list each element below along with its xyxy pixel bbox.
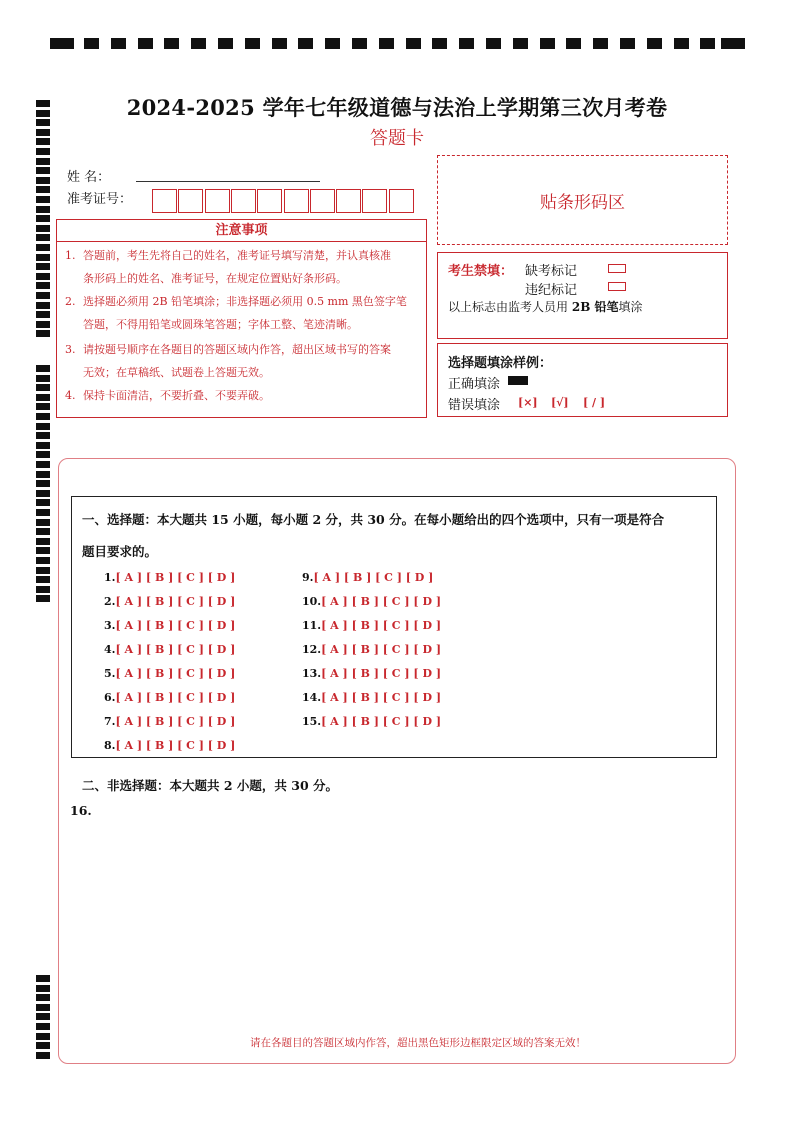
timing-mark <box>36 321 50 328</box>
answer-options[interactable]: [ A ] [ B ] [ C ] [ D ] <box>313 571 434 584</box>
exam-id-digit-box[interactable] <box>205 189 230 213</box>
timing-mark <box>36 1013 50 1020</box>
fill-sample-label: 选择题填涂样例： <box>448 356 553 371</box>
timing-mark <box>566 38 581 49</box>
question-number: 12. <box>302 643 322 656</box>
answer-options[interactable]: [ A ] [ B ] [ C ] [ D ] <box>115 715 236 728</box>
question-number: 11. <box>302 619 322 632</box>
timing-mark <box>36 1052 50 1059</box>
timing-mark <box>700 38 715 49</box>
wrong-fill-sample-2: [√] <box>551 396 569 409</box>
timing-mark <box>36 985 50 992</box>
timing-mark <box>36 547 50 554</box>
notice-heading: 注意事项 <box>56 219 427 242</box>
violation-mark-box[interactable] <box>608 282 626 291</box>
question-7 <box>104 715 235 728</box>
question-number: 6. <box>104 691 116 704</box>
section1-heading-line2: 题目要求的。 <box>82 544 158 559</box>
answer-options[interactable]: [ A ] [ B ] [ C ] [ D ] <box>115 667 236 680</box>
barcode-label: 贴条形码区 <box>540 193 625 213</box>
timing-mark <box>36 519 50 526</box>
name-label: 姓 名： <box>67 170 111 185</box>
timing-mark <box>36 451 50 458</box>
timing-mark <box>36 365 50 372</box>
correct-fill-sample <box>508 376 528 385</box>
answer-options[interactable]: [ A ] [ B ] [ C ] [ D ] <box>115 571 236 584</box>
correct-fill-label: 正确填涂 <box>448 377 501 392</box>
question-8 <box>104 739 235 752</box>
timing-mark <box>36 282 50 289</box>
timing-mark <box>36 234 50 241</box>
answer-options[interactable]: [ A ] [ B ] [ C ] [ D ] <box>321 691 442 704</box>
timing-mark <box>36 244 50 251</box>
answer-options[interactable]: [ A ] [ B ] [ C ] [ D ] <box>321 619 442 632</box>
exam-id-label: 准考证号： <box>67 192 133 207</box>
timing-mark <box>325 38 340 49</box>
timing-mark <box>245 38 260 49</box>
timing-mark <box>674 38 689 49</box>
question-number: 3. <box>104 619 116 632</box>
violation-mark-label: 违纪标记 <box>525 283 578 298</box>
top-timing-marks <box>50 38 745 50</box>
absent-mark-label: 缺考标记 <box>525 264 578 279</box>
timing-mark <box>352 38 367 49</box>
answer-options[interactable]: [ A ] [ B ] [ C ] [ D ] <box>115 619 236 632</box>
timing-mark <box>36 586 50 593</box>
timing-mark <box>379 38 394 49</box>
timing-mark <box>36 254 50 261</box>
absent-mark-box[interactable] <box>608 264 626 273</box>
proctor-only-label: 考生禁填： <box>448 264 514 279</box>
timing-mark <box>191 38 206 49</box>
question-number: 5. <box>104 667 116 680</box>
exam-id-digit-box[interactable] <box>257 189 282 213</box>
timing-mark <box>36 509 50 516</box>
proctor-note: 以上标志由监考人员用 2B 铅笔填涂 <box>448 300 643 314</box>
timing-mark <box>36 158 50 165</box>
question-11 <box>302 619 441 632</box>
timing-mark <box>36 206 50 213</box>
question-number: 8. <box>104 739 116 752</box>
timing-mark <box>36 167 50 174</box>
timing-mark <box>36 273 50 280</box>
question-number: 15. <box>302 715 322 728</box>
timing-mark <box>486 38 501 49</box>
exam-id-digit-box[interactable] <box>152 189 177 213</box>
timing-mark <box>721 38 745 49</box>
question-number: 7. <box>104 715 116 728</box>
exam-id-digit-box[interactable] <box>284 189 309 213</box>
timing-mark <box>36 567 50 574</box>
wrong-fill-label: 错误填涂 <box>448 398 501 413</box>
timing-mark <box>36 413 50 420</box>
timing-mark <box>540 38 555 49</box>
timing-mark <box>36 186 50 193</box>
timing-mark <box>84 38 99 49</box>
footer-note: 请在各题目的答题区域内作答，超出黑色矩形边框限定区域的答案无效！ <box>250 1037 586 1049</box>
name-field[interactable] <box>136 181 320 182</box>
question-16-label: 16. <box>70 803 92 818</box>
timing-mark <box>36 461 50 468</box>
left-timing-marks <box>36 100 50 1080</box>
notice-body: 1. 答题前，考生先将自己的姓名，准考证号填写清楚，并认真核准 条形码上的姓名、准考证号，在规定位置贴好条形码。 2. 选择题必须用 2B 铅笔填涂；非选择题必须用 0.5 mm 黑色签字笔 答题，不得用铅笔或圆珠笔答题；字体工整、笔迹清晰。 3. 请按题号顺序在各题目的答题区域内作答，超出区域书写的答案 无效；在草稿纸、试题卷上答题无效。 4. 保持卡面清洁，不要折叠、不要弄破。 <box>56 241 427 418</box>
timing-mark <box>36 538 50 545</box>
timing-mark <box>647 38 662 49</box>
timing-mark <box>36 423 50 430</box>
section2-heading: 二、非选择题：本大题共 2 小题，共 30 分。 <box>82 778 339 793</box>
timing-mark <box>593 38 608 49</box>
exam-id-digit-box[interactable] <box>231 189 256 213</box>
question-4 <box>104 643 235 656</box>
timing-mark <box>164 38 179 49</box>
question-5 <box>104 667 235 680</box>
answer-options[interactable]: [ A ] [ B ] [ C ] [ D ] <box>115 739 236 752</box>
timing-mark <box>459 38 474 49</box>
answer-options[interactable]: [ A ] [ B ] [ C ] [ D ] <box>321 595 442 608</box>
timing-mark <box>36 994 50 1001</box>
timing-mark <box>36 292 50 299</box>
barcode-area <box>437 155 728 245</box>
question-1 <box>104 571 235 584</box>
exam-id-digit-box[interactable] <box>336 189 361 213</box>
answer-options[interactable]: [ A ] [ B ] [ C ] [ D ] <box>115 691 236 704</box>
answer-options[interactable]: [ A ] [ B ] [ C ] [ D ] <box>321 643 442 656</box>
answer-options[interactable]: [ A ] [ B ] [ C ] [ D ] <box>115 643 236 656</box>
question-9 <box>302 571 433 584</box>
timing-mark <box>36 557 50 564</box>
question-number: 13. <box>302 667 322 680</box>
timing-mark <box>36 177 50 184</box>
timing-mark <box>513 38 528 49</box>
timing-mark <box>111 38 126 49</box>
timing-mark <box>298 38 313 49</box>
timing-mark <box>36 442 50 449</box>
timing-mark <box>272 38 287 49</box>
timing-mark <box>36 302 50 309</box>
timing-mark <box>50 38 74 49</box>
page-subtitle: 答题卡 <box>370 128 424 149</box>
timing-mark <box>36 595 50 602</box>
timing-mark <box>406 38 421 49</box>
question-number: 14. <box>302 691 322 704</box>
question-15 <box>302 715 441 728</box>
question-number: 1. <box>104 571 116 584</box>
proctor-only-box <box>437 252 728 339</box>
timing-mark <box>36 225 50 232</box>
question-number: 2. <box>104 595 116 608</box>
timing-mark <box>36 432 50 439</box>
question-number: 10. <box>302 595 322 608</box>
timing-mark <box>36 975 50 982</box>
exam-id-digit-box[interactable] <box>389 189 414 213</box>
timing-mark <box>620 38 635 49</box>
question-12 <box>302 643 441 656</box>
timing-mark <box>36 499 50 506</box>
timing-mark <box>36 576 50 583</box>
timing-mark <box>36 528 50 535</box>
answer-options[interactable]: [ A ] [ B ] [ C ] [ D ] <box>321 667 442 680</box>
answer-options[interactable]: [ A ] [ B ] [ C ] [ D ] <box>115 595 236 608</box>
question-2 <box>104 595 235 608</box>
exam-id-digit-box[interactable] <box>310 189 335 213</box>
timing-mark <box>36 215 50 222</box>
timing-mark <box>36 471 50 478</box>
question-number: 4. <box>104 643 116 656</box>
timing-mark <box>36 311 50 318</box>
question-6 <box>104 691 235 704</box>
question-14 <box>302 691 441 704</box>
timing-mark <box>36 196 50 203</box>
answer-options[interactable]: [ A ] [ B ] [ C ] [ D ] <box>321 715 442 728</box>
exam-id-digit-box[interactable] <box>362 189 387 213</box>
timing-mark <box>36 403 50 410</box>
timing-mark <box>432 38 447 49</box>
question-13 <box>302 667 441 680</box>
timing-mark <box>36 1023 50 1030</box>
question-16-answer-space[interactable] <box>70 822 720 1027</box>
timing-mark <box>218 38 233 49</box>
timing-mark <box>36 480 50 487</box>
timing-mark <box>36 394 50 401</box>
page-title: 2024-2025 学年七年级道德与法治上学期第三次月考卷 <box>126 95 668 120</box>
timing-mark <box>36 263 50 270</box>
wrong-fill-sample-3: [ / ] <box>583 396 606 409</box>
fill-sample-box <box>437 343 728 417</box>
section1-heading-line1: 一、选择题：本大题共 15 小题，每小题 2 分，共 30 分。在每小题给出的四个选项中，只有一项是符合 <box>82 512 665 527</box>
timing-mark <box>36 490 50 497</box>
question-3 <box>104 619 235 632</box>
timing-mark <box>138 38 153 49</box>
timing-mark <box>36 384 50 391</box>
question-10 <box>302 595 441 608</box>
timing-mark <box>36 330 50 337</box>
multiple-choice-box <box>71 496 717 758</box>
timing-mark <box>36 1004 50 1011</box>
exam-id-digit-box[interactable] <box>178 189 203 213</box>
timing-mark <box>36 375 50 382</box>
question-number: 9. <box>302 571 314 584</box>
wrong-fill-sample-1: [×] <box>518 396 538 409</box>
